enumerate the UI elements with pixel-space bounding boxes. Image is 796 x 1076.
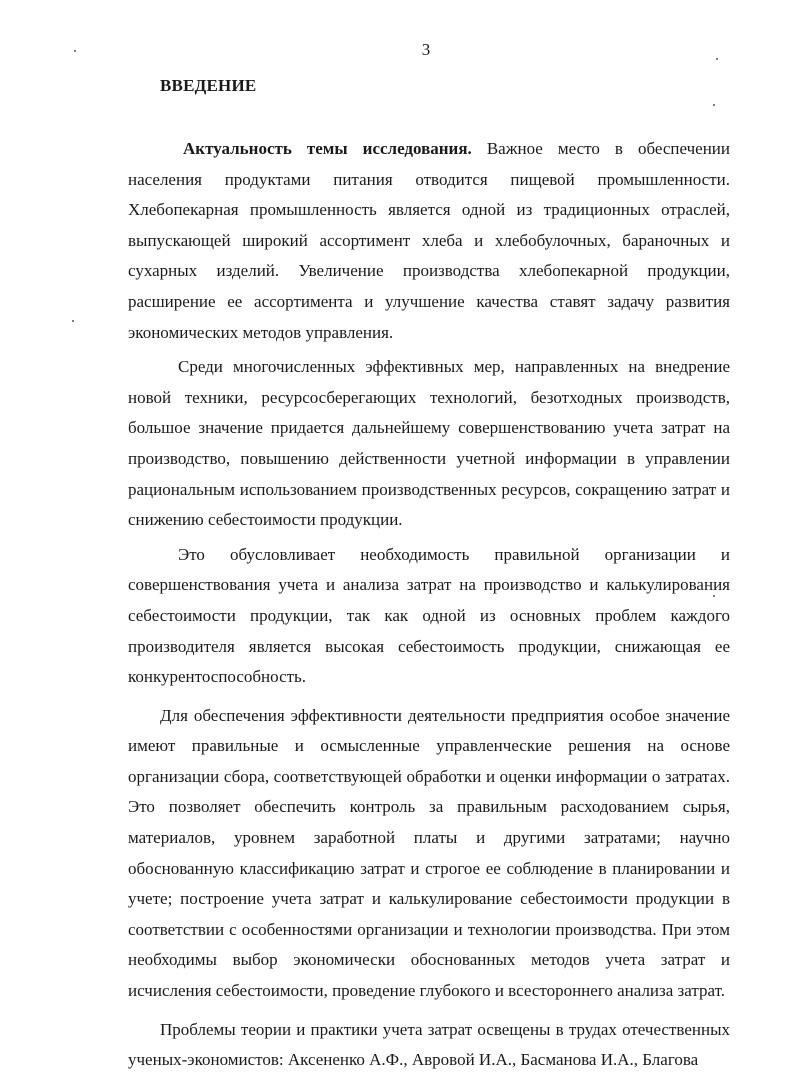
paragraph-measures: Среди многочисленных эффективных мер, направленных на внедрение новой техники, ресурсосберегающих технологий, безотходных производств, большое значение придается дальнейшему совершенствованию учета затрат на производство, повышению действенности учетной информации в управлении рациональным использованием производственных ресурсов, сокращению затрат и снижению себестоимости продукции. (128, 357, 730, 530)
paragraph-necessity: Это обусловливает необходимость правильной организации и совершенствования учета и анализа затрат на производство и калькулирования себестоимости продукции, так как одной из основных проблем каждого производителя является высокая себестоимость продукции, снижающая ее конкурентоспособность. (128, 544, 730, 687)
scan-speck (716, 58, 718, 60)
paragraph-efficiency: Для обеспечения эффективности деятельности предприятия особое значение имеют правильные и осмысленные управленческие решения на основе организации сбора, соответствующей обработки и оценки информации о затратах. Это позволяет обеспечить контроль за правильным расходованием сырья, материалов, уровнем заработной платы и другими затратами; научно обоснованную классификацию затрат и строгое ее соблюдение в планировании и учете; построение учета затрат и калькулирование себестоимости продукции в соответствии с особенностями организации и технологии производства. При этом необходимы выбор экономически обоснованных методов учета затрат и исчисления себестоимости, проведение глубокого и всестороннего анализа затрат. (128, 705, 730, 1001)
page-number: 3 (421, 40, 431, 59)
scan-speck (713, 104, 715, 106)
scan-speck (72, 320, 74, 322)
body-text (128, 134, 730, 1076)
paragraph-lead: Актуальность темы исследования. (183, 139, 472, 158)
section-heading: ВВЕДЕНИЕ (160, 76, 257, 95)
scan-speck (74, 50, 76, 52)
scan-speck (713, 595, 715, 597)
paragraph-relevance (128, 134, 730, 348)
paragraph-text: Важное место в обеспечении населения продуктами питания отводится пищевой промышленности. Хлебопекарная промышленность является одной из традиционных отраслей, выпускающей широкий ассортимент хлеба и хлебобулочных, бараночных и сухарных изделий. Увеличение производства хлебопекарной продукции, расширение ее ассортимента и улучшение качества ставят задачу развития экономических методов управления. (128, 139, 730, 342)
paragraph-problems: Проблемы теории и практики учета затрат освещены в трудах отечественных ученых-экономистов: Аксененко А.Ф., Авровой И.А., Басманова И.А., Благова (128, 1019, 730, 1070)
